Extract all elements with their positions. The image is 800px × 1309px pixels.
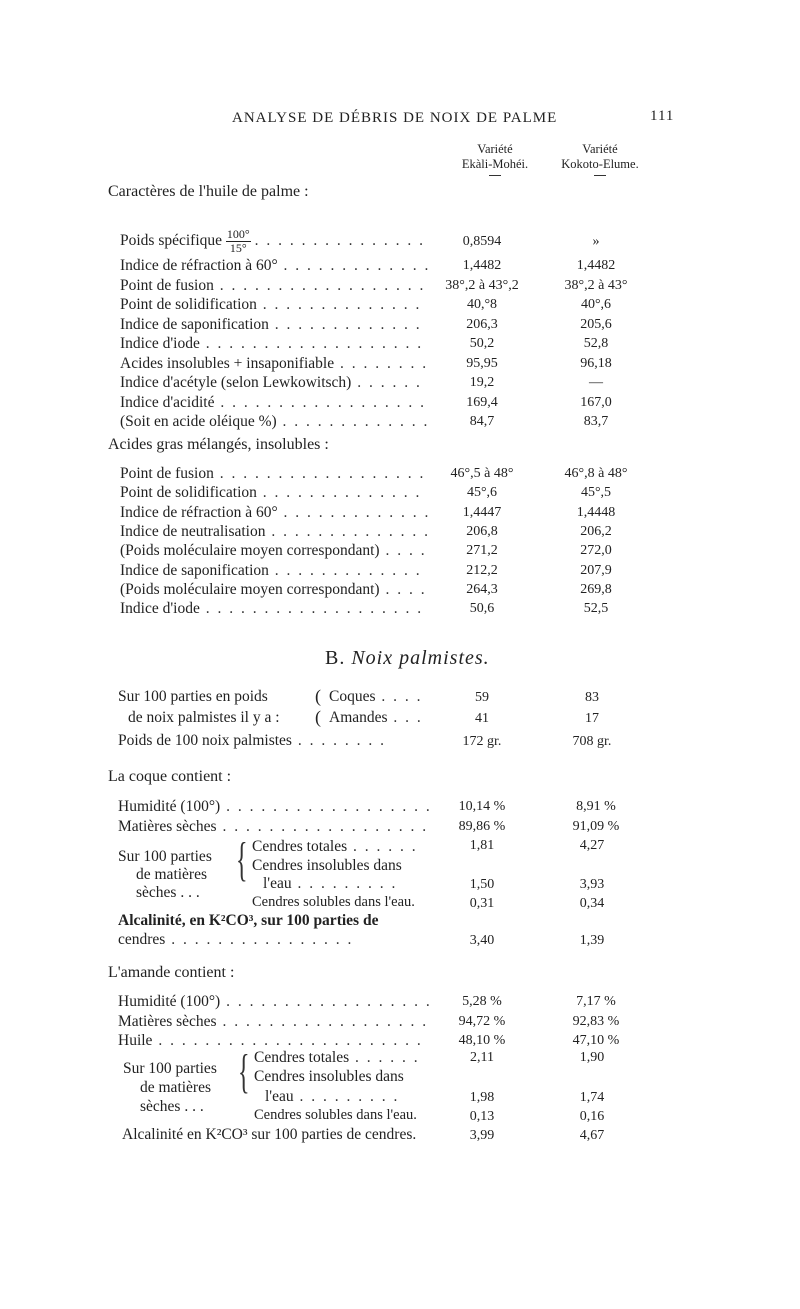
- value-kokoto: »: [592, 234, 600, 249]
- value-kokoto: 38°,2 à 43°: [564, 277, 628, 293]
- value-ekali: 38°,2 à 43°,2: [445, 277, 519, 293]
- row-label: Point de fusion . . . . . . . . . . . . . . . . . .: [120, 276, 426, 294]
- coque-brace: {: [236, 833, 248, 886]
- running-title: ANALYSE DE DÉBRIS DE NOIX DE PALME: [232, 110, 558, 126]
- acides-row: [0, 484, 800, 504]
- value-kokoto: 272,0: [580, 543, 612, 559]
- row-label-text: Indice de saponification: [120, 315, 269, 333]
- row-label-text: (Poids moléculaire moyen correspondant): [120, 542, 380, 560]
- amandes-label: Amandes . . .: [329, 709, 423, 726]
- amande-cs-ekali: 0,13: [469, 1109, 495, 1124]
- row-label: Humidité (100°) . . . . . . . . . . . . . . . . . .: [118, 798, 432, 815]
- column-head-ekali-line1: Variété: [477, 142, 513, 156]
- value-kokoto: 47,10 %: [572, 1033, 620, 1048]
- row-label-text: Indice de neutralisation: [120, 522, 266, 540]
- coque-cs-kokoto: 0,34: [579, 896, 605, 911]
- value-ekali: 1,4447: [462, 504, 502, 520]
- value-kokoto: 52,8: [583, 336, 609, 351]
- column-head-kokoto-line2: Kokoto-Elume.: [561, 157, 639, 171]
- column-dash: [594, 175, 606, 176]
- acides-row: [0, 465, 800, 485]
- value-ekali: 5,28 %: [462, 994, 502, 1009]
- value-kokoto: 52,5: [583, 601, 609, 617]
- huile-row: [0, 277, 800, 297]
- row-label-text: Indice de réfraction à 60°: [120, 503, 278, 521]
- column-head-ekali: [440, 142, 550, 176]
- amande-ci-ekali: 1,98: [469, 1090, 495, 1105]
- poids-noix-kokoto: 708 gr.: [572, 734, 612, 749]
- column-dash: [489, 175, 501, 176]
- value-ekali: 212,2: [466, 562, 498, 578]
- row-label-text: Matières sèches: [118, 817, 217, 835]
- coques-ekali: 59: [475, 690, 489, 705]
- amande-row: [0, 993, 800, 1013]
- poids-noix-label: Poids de 100 noix palmistes . . . . . . . .: [118, 732, 386, 749]
- value-ekali: 84,7: [469, 414, 495, 429]
- row-label-text: Indice de saponification: [120, 561, 269, 579]
- value-kokoto: 91,09 %: [572, 818, 620, 834]
- amande-alc-ekali: 3,99: [469, 1128, 495, 1143]
- coque-cendres-totales: Cendres totales . . . . . .: [252, 838, 418, 855]
- row-label: (Poids moléculaire moyen correspondant) . . . .: [120, 580, 427, 598]
- value-kokoto: —: [589, 375, 603, 390]
- amande-ct-ekali: 2,11: [470, 1050, 494, 1065]
- row-label-text: Acides insolubles + insaponifiable: [120, 354, 335, 372]
- value-ekali: 206,8: [466, 523, 498, 539]
- row-label: Indice de réfraction à 60° . . . . . . . . . . . . .: [120, 257, 431, 274]
- amande-alcalinite: Alcalinité en K²CO³ sur 100 parties de cendres.: [122, 1126, 417, 1143]
- row-label-text: (Soit en acide oléique %): [120, 413, 277, 430]
- amande-alc-kokoto: 4,67: [579, 1128, 605, 1143]
- value-ekali: 46°,5 à 48°: [450, 466, 514, 481]
- huile-row: [0, 335, 800, 355]
- row-label-text: Huile: [118, 1032, 153, 1049]
- huile-row: [0, 355, 800, 375]
- value-kokoto: 269,8: [580, 581, 612, 597]
- row-label: Point de fusion . . . . . . . . . . . . . . . . . .: [120, 465, 426, 482]
- column-head-kokoto-line1: Variété: [582, 142, 618, 156]
- coque-alc-kokoto: 1,39: [579, 933, 605, 948]
- brace-bottom: (: [315, 707, 321, 727]
- huile-row: [0, 413, 800, 433]
- row-label-text: Humidité (100°): [118, 993, 221, 1010]
- row-label-text: Point de solidification: [120, 296, 257, 313]
- value-ekali: 19,2: [469, 375, 495, 390]
- amande-cendres-totales: Cendres totales . . . . . .: [254, 1049, 420, 1066]
- amande-group-line3: sèches . . .: [140, 1098, 204, 1115]
- value-ekali: 271,2: [466, 543, 498, 559]
- fraction-denominator: 15°: [229, 241, 247, 255]
- value-ekali: 50,2: [469, 336, 495, 351]
- row-label-text: Indice d'acidité: [120, 393, 215, 411]
- amande-cendres-sol: Cendres solubles dans l'eau.: [254, 1107, 417, 1123]
- acides-row: [0, 523, 800, 543]
- coque-ct-kokoto: 4,27: [579, 838, 605, 853]
- value-ekali: 206,3: [466, 316, 498, 332]
- acides-row: [0, 581, 800, 601]
- coque-cs-ekali: 0,31: [469, 896, 495, 911]
- row-label-text: Point de fusion: [120, 465, 214, 482]
- value-ekali: 10,14 %: [458, 799, 506, 814]
- section-b-letter: B.: [325, 647, 346, 669]
- row-label-text: Indice d'acétyle (selon Lewkowitsch): [120, 374, 352, 391]
- row-label-text: Indice d'iode: [120, 600, 200, 618]
- coque-group-line1: Sur 100 parties: [118, 848, 212, 865]
- row-label: (Poids moléculaire moyen correspondant) . . . .: [120, 542, 427, 560]
- value-kokoto: 206,2: [580, 523, 612, 539]
- huile-row: [0, 316, 800, 336]
- value-kokoto: 167,0: [580, 394, 612, 410]
- value-kokoto: 7,17 %: [576, 994, 616, 1009]
- coque-cendres-insol-1: Cendres insolubles dans: [252, 857, 402, 874]
- value-ekali: 45°,6: [466, 485, 498, 501]
- amande-cendres-insol-1: Cendres insolubles dans: [254, 1068, 404, 1085]
- row-label: Indice d'iode . . . . . . . . . . . . . . . . . . .: [120, 600, 424, 618]
- huile-row: [0, 296, 800, 316]
- coque-ci-kokoto: 3,93: [579, 877, 605, 892]
- row-label: Humidité (100°) . . . . . . . . . . . . . . . . . .: [118, 993, 432, 1010]
- value-ekali: 0,8594: [462, 234, 502, 249]
- row-label-text: (Poids moléculaire moyen correspondant): [120, 580, 380, 598]
- value-kokoto: 83,7: [583, 414, 609, 429]
- section-b-title: [325, 647, 490, 670]
- row-label: (Soit en acide oléique %) . . . . . . . . . . . . .: [120, 413, 430, 430]
- row-label: Indice de saponification . . . . . . . . . . . . .: [120, 561, 422, 579]
- row-label: Point de solidification . . . . . . . . . . . . . .: [120, 484, 422, 502]
- parties-line2: de noix palmistes il y a :: [128, 709, 280, 726]
- coque-cendres-insol-2: l'eau . . . . . . . . .: [263, 875, 398, 892]
- coque-row: [0, 818, 800, 838]
- row-label: Acides insolubles + insaponifiable . . . . . . . .: [120, 354, 429, 372]
- row-label: Indice d'acétyle (selon Lewkowitsch) . . . . . .: [120, 374, 422, 391]
- value-kokoto: 207,9: [580, 562, 612, 578]
- fraction: [226, 228, 251, 255]
- poids-label: Poids spécifique: [120, 232, 223, 250]
- row-label-text: Matières sèches: [118, 1012, 217, 1030]
- row-label: Indice d'iode . . . . . . . . . . . . . . . . . . .: [120, 335, 424, 352]
- coques-kokoto: 83: [585, 690, 599, 705]
- value-kokoto: 45°,5: [580, 485, 612, 501]
- column-head-ekali-line2: Ekàli-Mohéi.: [461, 157, 529, 171]
- section-b-name: Noix palmistes.: [351, 647, 490, 669]
- section-title-amande: L'amande contient :: [108, 964, 235, 981]
- huile-row: [0, 257, 800, 277]
- value-ekali: 89,86 %: [458, 818, 506, 834]
- amande-ct-kokoto: 1,90: [579, 1050, 605, 1065]
- coque-ct-ekali: 1,81: [469, 838, 495, 853]
- row-label: Matières sèches . . . . . . . . . . . . . . . . . .: [118, 817, 429, 835]
- row-label: Point de solidification . . . . . . . . . . . . . .: [120, 296, 422, 313]
- poids-noix-ekali: 172 gr.: [462, 734, 502, 749]
- coque-ci-ekali: 1,50: [469, 877, 495, 892]
- amande-row: [0, 1013, 800, 1033]
- row-label: Indice de réfraction à 60° . . . . . . . . . . . . .: [120, 503, 431, 521]
- amande-cendres-insol-2: l'eau . . . . . . . . .: [265, 1088, 400, 1105]
- coque-group-line3: sèches . . .: [136, 884, 200, 901]
- value-kokoto: 1,4482: [576, 258, 616, 273]
- value-kokoto: 8,91 %: [576, 799, 616, 814]
- value-kokoto: 46°,8 à 48°: [564, 466, 628, 481]
- row-label: Indice d'acidité . . . . . . . . . . . . . . . . . .: [120, 393, 426, 411]
- parties-line1: Sur 100 parties en poids: [118, 688, 268, 705]
- value-ekali: 40,°8: [466, 297, 498, 312]
- value-kokoto: 205,6: [580, 316, 612, 332]
- row-label: Huile . . . . . . . . . . . . . . . . . . . . . . .: [118, 1032, 423, 1049]
- huile-row: [0, 394, 800, 414]
- acides-row: [0, 600, 800, 620]
- amande-cs-kokoto: 0,16: [579, 1109, 605, 1124]
- section-title-huile: Caractères de l'huile de palme :: [108, 183, 309, 200]
- amandes-kokoto: 17: [585, 711, 599, 726]
- acides-row: [0, 562, 800, 582]
- column-head-kokoto: [540, 142, 660, 176]
- brace-top: (: [315, 686, 321, 706]
- huile-row: [0, 374, 800, 394]
- section-title-coque: La coque contient :: [108, 768, 232, 785]
- coque-alc-ekali: 3,40: [469, 933, 495, 948]
- row-label: Indice de neutralisation . . . . . . . . . . . . . .: [120, 522, 430, 540]
- row-label: Indice de saponification . . . . . . . . . . . . .: [120, 315, 422, 333]
- coque-row: [0, 798, 800, 818]
- value-kokoto: 1,4448: [576, 504, 616, 520]
- row-label-text: Point de fusion: [120, 276, 214, 294]
- fraction-numerator: 100°: [226, 227, 250, 241]
- value-ekali: 95,95: [466, 355, 498, 371]
- coque-alcalinite-2: cendres . . . . . . . . . . . . . . . .: [118, 931, 354, 948]
- coque-cendres-sol: Cendres solubles dans l'eau.: [252, 894, 415, 910]
- value-ekali: 50,6: [469, 601, 495, 617]
- coques-label: Coques . . . .: [329, 688, 423, 705]
- value-kokoto: 92,83 %: [572, 1013, 620, 1029]
- row-label-text: Point de solidification: [120, 484, 257, 502]
- row-label: Poids spécifique $\frac{100^\circ}{15^\circ}$ . . . . . . . . . . . . . . .: [120, 227, 425, 255]
- value-ekali: 1,4482: [462, 258, 502, 273]
- row-label-text: Indice de réfraction à 60°: [120, 257, 278, 274]
- row-label-text: Humidité (100°): [118, 798, 221, 815]
- coque-alcalinite-1: Alcalinité, en K²CO³, sur 100 parties de: [118, 912, 379, 929]
- section-title-acides: Acides gras mélangés, insolubles :: [108, 436, 329, 453]
- row-label: Matières sèches . . . . . . . . . . . . . . . . . .: [118, 1012, 429, 1030]
- row-label-text: Indice d'iode: [120, 335, 200, 352]
- amande-group-line2: de matières: [140, 1079, 212, 1096]
- amandes-ekali: 41: [475, 711, 489, 726]
- acides-row: [0, 542, 800, 562]
- value-ekali: 48,10 %: [458, 1033, 506, 1048]
- coque-group-line2: de matières: [136, 866, 208, 883]
- row-poids-specifique: [0, 220, 800, 254]
- acides-row: [0, 504, 800, 524]
- value-ekali: 264,3: [466, 581, 498, 597]
- amande-ci-kokoto: 1,74: [579, 1090, 605, 1105]
- amande-brace: {: [238, 1045, 250, 1098]
- value-ekali: 94,72 %: [458, 1013, 506, 1029]
- value-kokoto: 96,18: [580, 355, 612, 371]
- value-kokoto: 40°,6: [580, 297, 612, 312]
- page-number: 111: [650, 108, 675, 124]
- amande-group-line1: Sur 100 parties: [123, 1060, 217, 1077]
- value-ekali: 169,4: [466, 394, 498, 410]
